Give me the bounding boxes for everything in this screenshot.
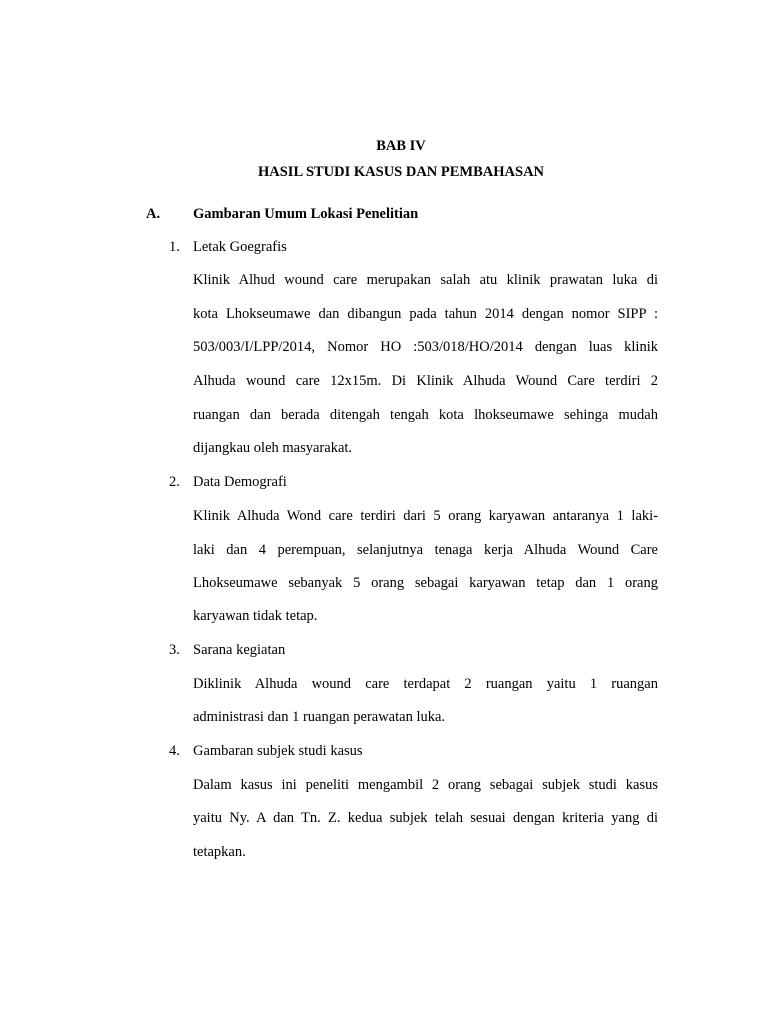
item-1-line: dijangkau oleh masyarakat.	[193, 440, 353, 456]
item-4-line: tetapkan.	[193, 844, 246, 860]
item-2-title: Data Demografi	[193, 474, 287, 490]
item-3-line: administrasi dan 1 ruangan perawatan luka.	[193, 709, 446, 725]
item-3-title: Sarana kegiatan	[193, 642, 286, 658]
chapter-title: HASIL STUDI KASUS DAN PEMBAHASAN	[257, 164, 545, 180]
item-2-number: 2.	[169, 474, 180, 490]
item-4-line: Dalam kasus ini peneliti mengambil 2 orang sebagai subjek studi kasus	[193, 777, 658, 793]
item-4-line: yaitu Ny. A dan Tn. Z. kedua subjek telah sesuai dengan kriteria yang di	[193, 810, 658, 826]
item-1-title: Letak Goegrafis	[193, 239, 287, 255]
item-1-line: kota Lhokseumawe dan dibangun pada tahun 2014 dengan nomor SIPP :	[193, 306, 658, 322]
item-2-line: Klinik Alhuda Wond care terdiri dari 5 orang karyawan antaranya 1 laki-	[193, 508, 658, 524]
item-1-line: Klinik Alhud wound care merupakan salah atu klinik prawatan luka di	[193, 272, 658, 288]
item-2-line: laki dan 4 perempuan, selanjutnya tenaga kerja Alhuda Wound Care	[193, 542, 658, 558]
item-3-number: 3.	[169, 642, 180, 658]
chapter-number: BAB IV	[376, 138, 426, 154]
section-a-label: A.	[146, 206, 161, 222]
item-1-line: Alhuda wound care 12x15m. Di Klinik Alhuda Wound Care terdiri 2	[193, 373, 658, 389]
item-1-number: 1.	[169, 239, 180, 255]
item-1-line: ruangan dan berada ditengah tengah kota lhokseumawe sehinga mudah	[193, 407, 658, 423]
item-2-line: karyawan tidak tetap.	[193, 608, 318, 624]
item-4-number: 4.	[169, 743, 180, 759]
item-3-line: Diklinik Alhuda wound care terdapat 2 ruangan yaitu 1 ruangan	[193, 676, 658, 692]
item-4-title: Gambaran subjek studi kasus	[193, 743, 363, 759]
item-2-line: Lhokseumawe sebanyak 5 orang sebagai karyawan tetap dan 1 orang	[193, 575, 658, 591]
section-a-title: Gambaran Umum Lokasi Penelitian	[193, 206, 419, 222]
item-1-line: 503/003/I/LPP/2014, Nomor HO :503/018/HO/2014 dengan luas klinik	[193, 339, 658, 355]
